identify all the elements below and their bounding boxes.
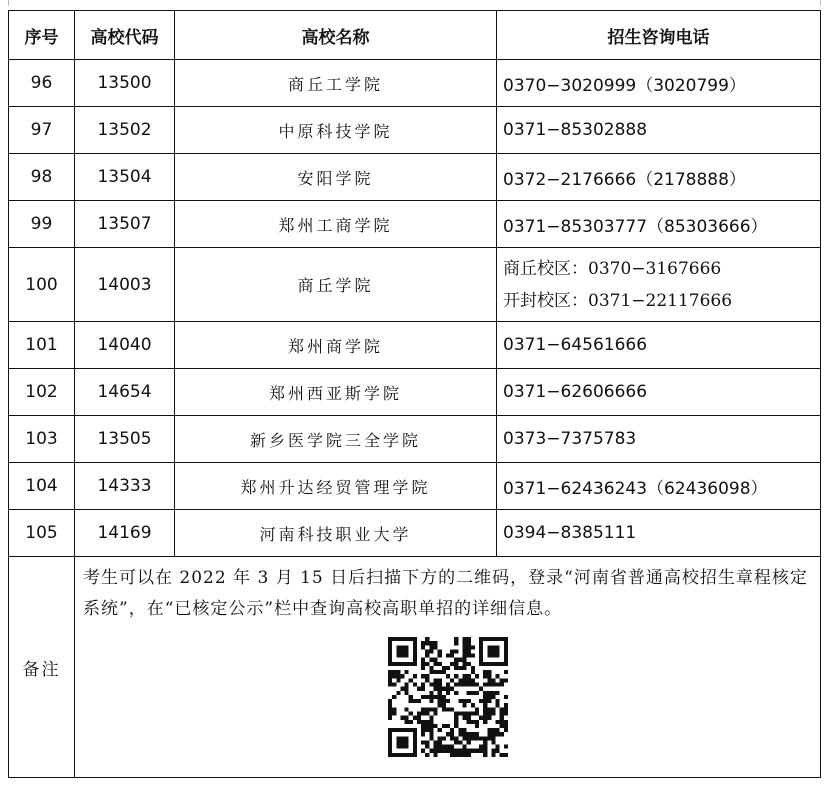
cell-phone: 0371−62606666 [497,369,821,416]
cell-code: 14040 [75,322,175,369]
cell-school-name: 新乡医学院三全学院 [175,416,497,463]
cell-code: 14333 [75,463,175,510]
cell-school-name: 商丘工学院 [175,60,497,107]
note-text: 考生可以在 2022 年 3 月 15 日后扫描下方的二维码，登录“河南省普通高校招生章程核定系统”，在“已核定公示”栏中查询高校高职单招的详细信息。 [83,568,808,619]
cell-code: 13502 [75,107,175,154]
cell-school-name: 郑州西亚斯学院 [175,369,497,416]
cell-code: 13507 [75,201,175,248]
qr-code-icon[interactable] [388,637,508,757]
table-row [9,510,821,557]
cell-index: 98 [9,154,75,201]
cell-phone: 0371−62436243（62436098） [497,463,821,510]
cell-school-name: 郑州工商学院 [175,201,497,248]
cell-code: 13500 [75,60,175,107]
table-header-row [9,11,821,60]
phone-campus-kaifeng: 开封校区：0371−22117666 [503,290,733,311]
phone-campus-shangqiu: 商丘校区：0370−3167666 [503,258,722,279]
cell-code: 13504 [75,154,175,201]
cell-index: 97 [9,107,75,154]
note-label: 备注 [9,557,75,778]
table-row [9,369,821,416]
table-row [9,248,821,322]
cell-index: 100 [9,248,75,322]
cell-index: 104 [9,463,75,510]
header-name: 高校名称 [175,11,497,60]
page-corner-mark-left [8,0,9,6]
table-row [9,60,821,107]
header-index: 序号 [9,11,75,60]
header-phone: 招生咨询电话 [497,11,821,60]
table-row [9,154,821,201]
cell-index: 101 [9,322,75,369]
cell-school-name: 河南科技职业大学 [175,510,497,557]
cell-code: 14169 [75,510,175,557]
qr-code-graphic [388,637,508,757]
cell-phone: 0371−85303777（85303666） [497,201,821,248]
cell-index: 99 [9,201,75,248]
cell-index: 103 [9,416,75,463]
cell-school-name: 郑州商学院 [175,322,497,369]
cell-phone: 0371−64561666 [497,322,821,369]
cell-school-name: 郑州升达经贸管理学院 [175,463,497,510]
note-content [75,557,821,778]
note-row [9,557,821,778]
page-corner-mark-right [820,0,821,6]
cell-code: 13505 [75,416,175,463]
cell-phone: 0373−7375783 [497,416,821,463]
table-row [9,463,821,510]
cell-index: 105 [9,510,75,557]
cell-phone: 0371−85302888 [497,107,821,154]
cell-phone-multi [497,248,821,322]
cell-school-name: 安阳学院 [175,154,497,201]
cell-code: 14003 [75,248,175,322]
header-code: 高校代码 [75,11,175,60]
cell-school-name: 中原科技学院 [175,107,497,154]
admissions-table [8,10,821,778]
table-row [9,322,821,369]
cell-index: 102 [9,369,75,416]
cell-phone: 0372−2176666（2178888） [497,154,821,201]
table-row [9,416,821,463]
cell-phone: 0394−8385111 [497,510,821,557]
table-row [9,201,821,248]
cell-index: 96 [9,60,75,107]
table-row [9,107,821,154]
cell-school-name: 商丘学院 [175,248,497,322]
cell-code: 14654 [75,369,175,416]
cell-phone: 0370−3020999（3020799） [497,60,821,107]
